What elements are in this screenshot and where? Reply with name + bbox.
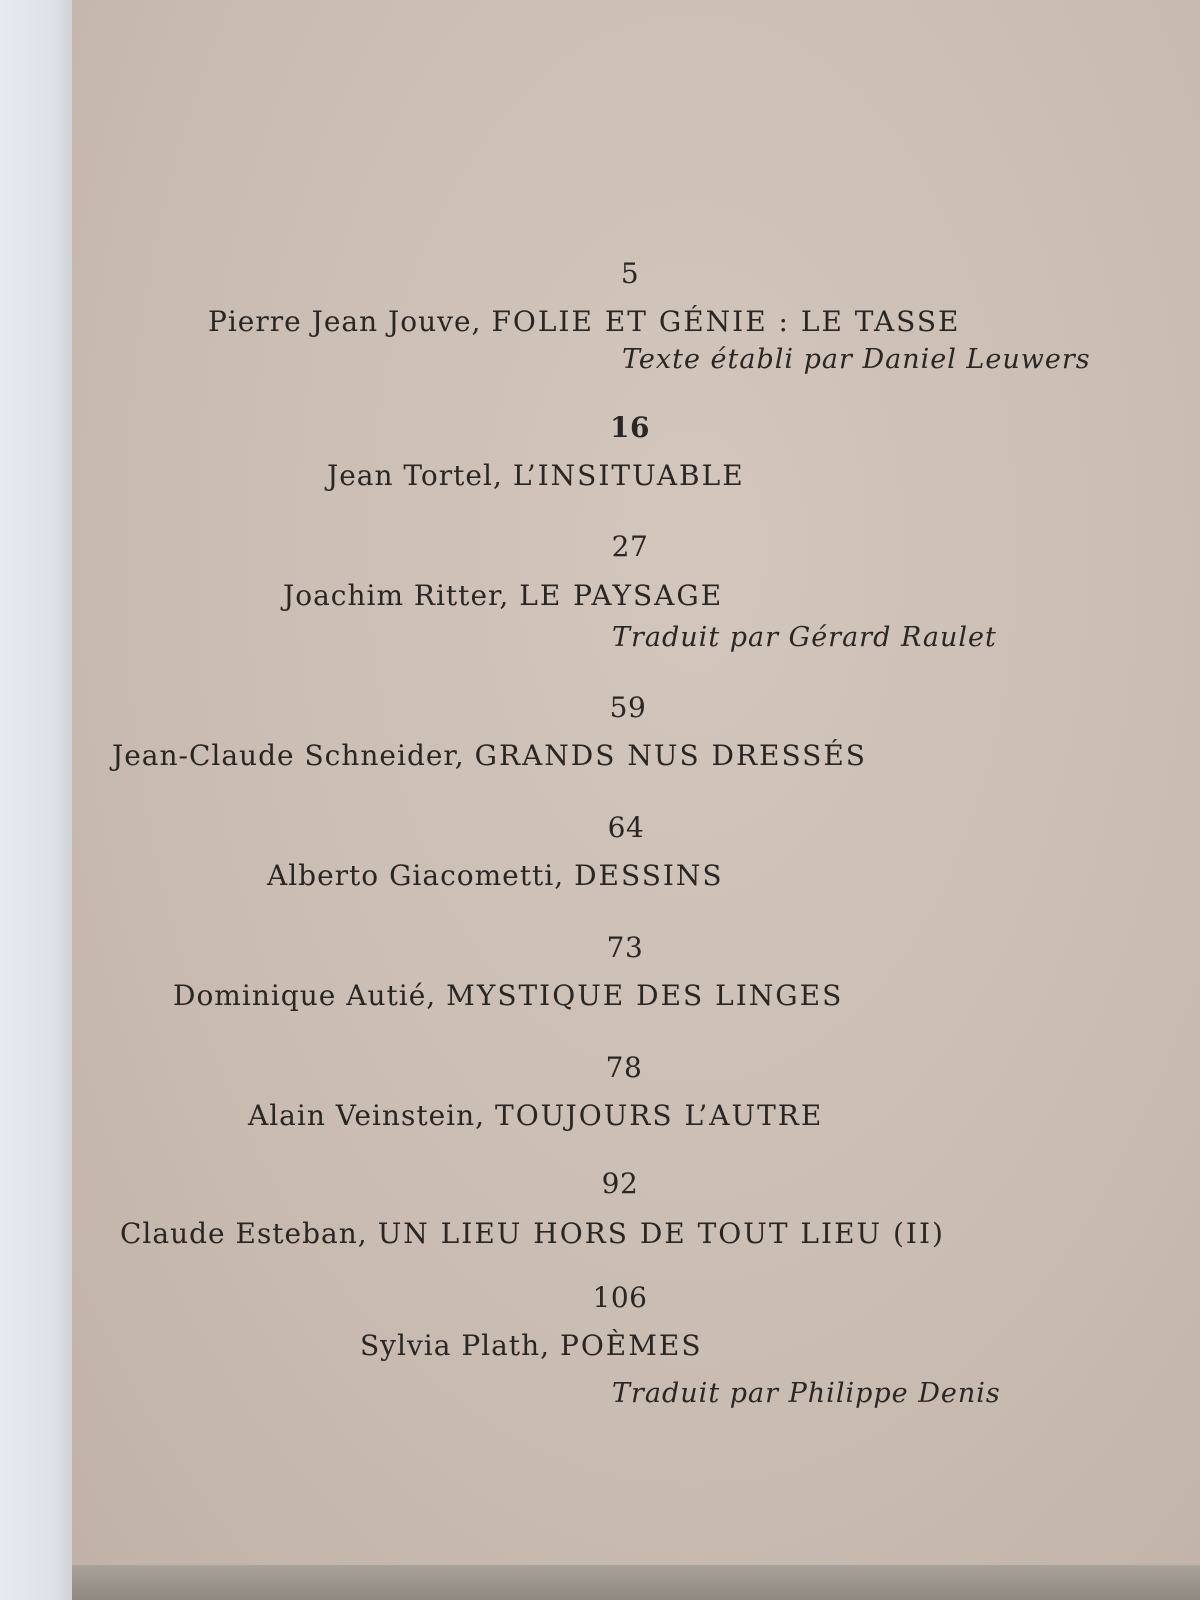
toc-page-number: 92 xyxy=(601,1167,639,1200)
toc-entry-line xyxy=(208,306,960,338)
toc-title: L’INSITUABLE xyxy=(512,459,745,492)
toc-author: Jean-Claude Schneider, xyxy=(112,739,465,772)
toc-credit: Traduit par Gérard Raulet xyxy=(612,622,997,653)
toc-page-number: 27 xyxy=(611,530,649,563)
toc-page-number: 59 xyxy=(609,691,647,724)
toc-page-number: 73 xyxy=(606,931,644,964)
toc-author: Claude Esteban, xyxy=(120,1217,368,1250)
toc-entry-line xyxy=(267,860,724,892)
toc-author: Joachim Ritter, xyxy=(283,579,510,612)
toc-title: DESSINS xyxy=(574,859,724,892)
toc-credit: Texte établi par Daniel Leuwers xyxy=(622,344,1091,375)
toc-title: TOUJOURS L’AUTRE xyxy=(495,1099,824,1132)
toc-author: Alain Veinstein, xyxy=(248,1099,486,1132)
toc-title: LE PAYSAGE xyxy=(519,579,724,612)
toc-page-number: 5 xyxy=(620,257,640,290)
toc-page-number: 16 xyxy=(610,411,650,444)
toc-title: MYSTIQUE DES LINGES xyxy=(446,979,844,1012)
toc-credit: Traduit par Philippe Denis xyxy=(612,1378,1001,1409)
toc-title: GRANDS NUS DRESSÉS xyxy=(474,739,867,772)
toc-title: POÈMES xyxy=(560,1329,703,1362)
toc-entry-line xyxy=(283,580,723,612)
toc-author: Sylvia Plath, xyxy=(360,1329,550,1362)
toc-author: Dominique Autié, xyxy=(173,979,437,1012)
toc-entry-line xyxy=(360,1330,703,1362)
toc-author: Jean Tortel, xyxy=(327,459,503,492)
toc-page-number: 64 xyxy=(607,811,645,844)
toc-author: Alberto Giacometti, xyxy=(267,859,565,892)
toc-title: FOLIE ET GÉNIE : LE TASSE xyxy=(491,305,961,338)
toc-page-number: 78 xyxy=(605,1051,643,1084)
toc-entry-line xyxy=(120,1218,945,1250)
toc-entry-line xyxy=(327,460,745,492)
toc-title: UN LIEU HORS DE TOUT LIEU (II) xyxy=(377,1217,945,1250)
toc-author: Pierre Jean Jouve, xyxy=(208,305,482,338)
toc-page-number: 106 xyxy=(592,1281,648,1314)
toc-entry-line xyxy=(248,1100,823,1132)
toc-entry-line xyxy=(173,980,843,1012)
toc-entry-line xyxy=(112,740,867,772)
